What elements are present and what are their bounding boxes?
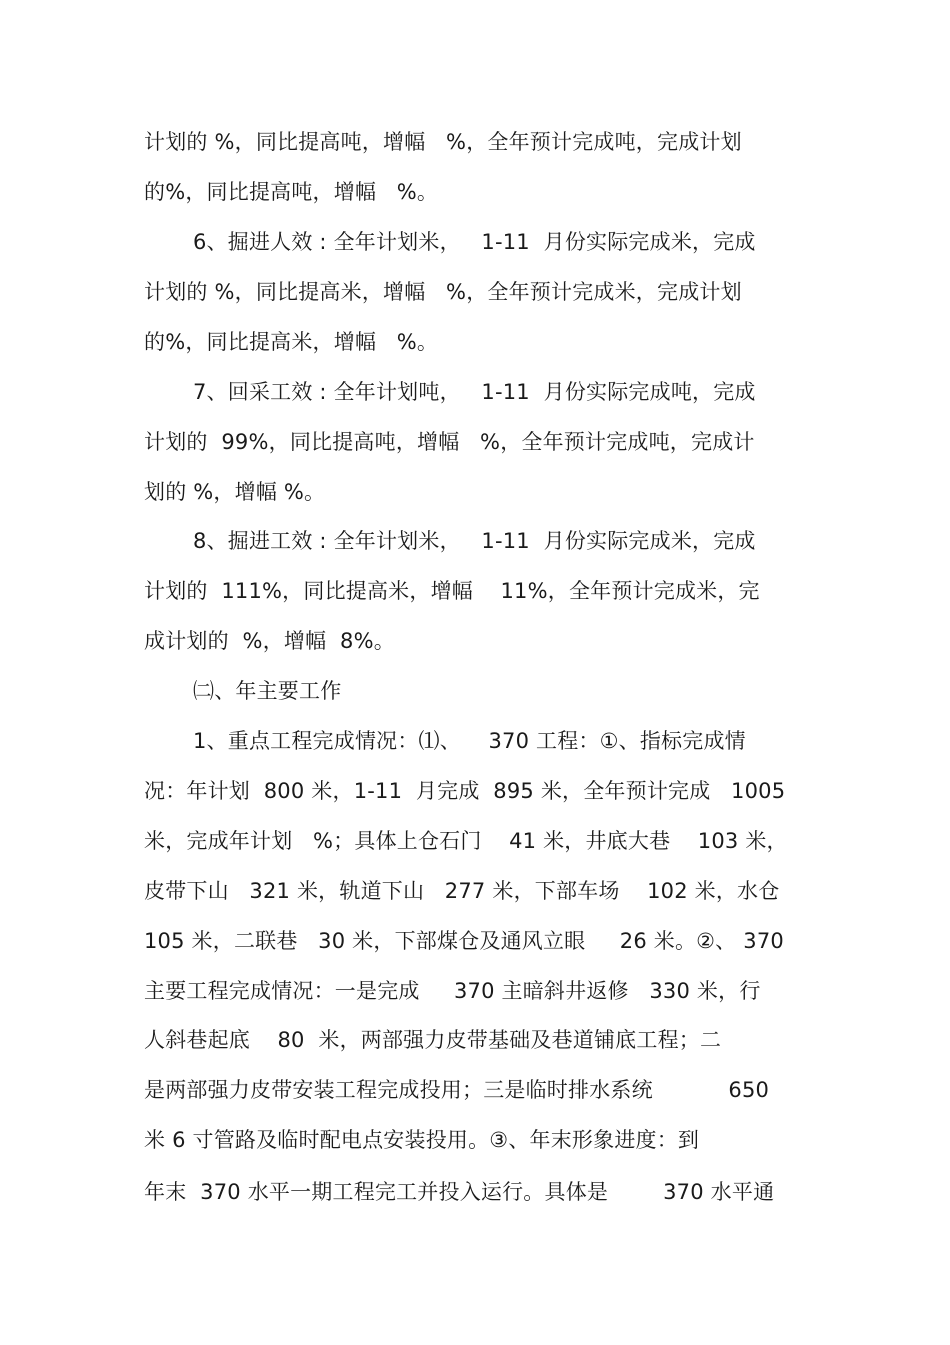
text-line: 计划的 111%，同比提高米，增幅 11%，全年预计完成米，完 bbox=[144, 579, 760, 603]
text-line: 是两部强力皮带安装工程完成投用；三是临时排水系统 650 bbox=[144, 1078, 770, 1102]
text-line: 主要工程完成情况：一是完成 370 主暗斜井返修 330 米，行 bbox=[144, 979, 761, 1003]
text-line: 的%，同比提高米，增幅 %。 bbox=[144, 330, 439, 354]
text-line: 7、回采工效 : 全年计划吨， 1-11 月份实际完成吨，完成 bbox=[193, 380, 756, 404]
text-line: 计划的 %，同比提高吨，增幅 %，全年预计完成吨，完成计划 bbox=[144, 130, 742, 154]
text-line: 6、掘进人效 : 全年计划米， 1-11 月份实际完成米，完成 bbox=[193, 230, 756, 254]
text-line: 105 米，二联巷 30 米，下部煤仓及通风立眼 26 米。②、 370 bbox=[144, 929, 784, 953]
text-line: 皮带下山 321 米，轨道下山 277 米，下部车场 102 米，水仓 bbox=[144, 879, 780, 903]
text-line: 划的 %，增幅 %。 bbox=[144, 480, 326, 504]
text-line: 米，完成年计划 %；具体上仓石门 41 米，井底大巷 103 米， bbox=[144, 829, 788, 853]
text-line: 况：年计划 800 米，1-11 月完成 895 米，全年预计完成 1005 bbox=[144, 779, 786, 803]
text-line: 计划的 99%，同比提高吨，增幅 %，全年预计完成吨，完成计 bbox=[144, 430, 755, 454]
text-line: 成计划的 %，增幅 8%。 bbox=[144, 629, 395, 653]
text-line: 米 6 寸管路及临时配电点安装投用。③、年末形象进度：到 bbox=[144, 1128, 700, 1152]
text-line: 8、掘进工效 : 全年计划米， 1-11 月份实际完成米，完成 bbox=[193, 529, 756, 553]
text-line: 人斜巷起底 80 米，两部强力皮带基础及巷道铺底工程；二 bbox=[144, 1028, 722, 1052]
text-line: 计划的 %，同比提高米，增幅 %，全年预计完成米，完成计划 bbox=[144, 280, 742, 304]
text-line: 年末 370 水平一期工程完工并投入运行。具体是 370 水平通 bbox=[144, 1180, 775, 1204]
section-heading: ㈡、年主要工作 bbox=[193, 679, 342, 703]
text-line: 1、重点工程完成情况：⑴、 370 工程：①、指标完成情 bbox=[193, 729, 746, 753]
text-line: 的%，同比提高吨，增幅 %。 bbox=[144, 180, 439, 204]
